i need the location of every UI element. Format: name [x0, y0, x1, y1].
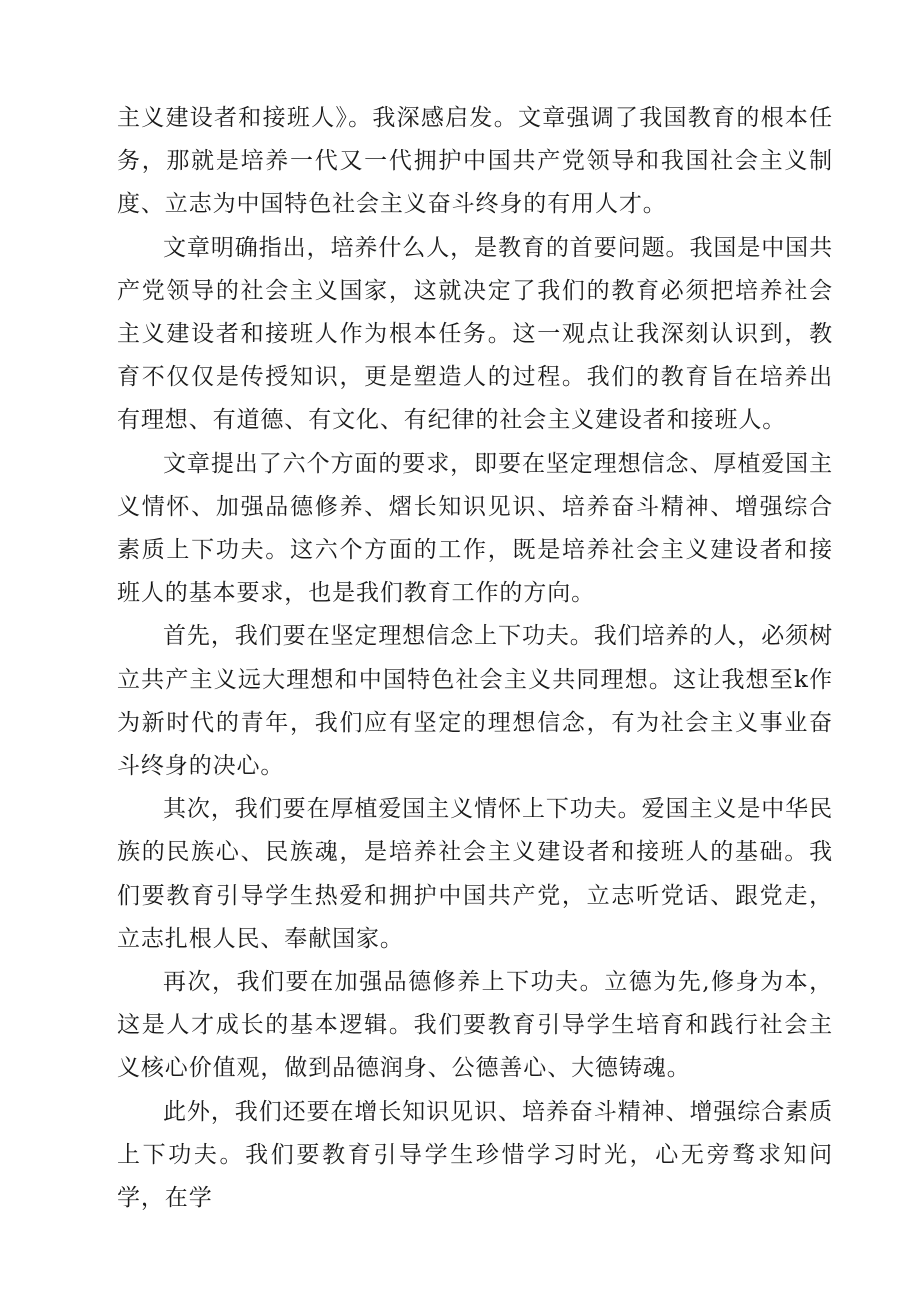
- article-body: [117, 97, 833, 1220]
- paragraph-1-continued: 主义建设者和接班人》。我深感启发。文章强调了我国教育的根本任务，那就是培养一代又一代拥护中国共产党领导和我国社会主义制度、立志为中国特色社会主义奋斗终身的有用人才。: [117, 105, 833, 218]
- paragraph-5: 其次，我们要在厚植爱国主义情怀上下功夫。爱国主义是中华民族的民族心、民族魂，是培养社会主义建设者和接班人的基础。我们要教育引导学生热爱和拥护中国共产党，立志听党话、跟党走，立志扎根人民、奉献国家。: [117, 796, 833, 952]
- paragraph-7: 此外，我们还要在增长知识见识、培养奋斗精神、增强综合素质上下功夫。我们要教育引导学生珍惜学习时光，心无旁骛求知问学，在学: [117, 1098, 833, 1212]
- paragraph-6: 再次，我们要在加强品德修养上下功夫。立德为先,修身为本，这是人才成长的基本逻辑。我们要教育引导学生培育和践行社会主义核心价值观，做到品德润身、公德善心、大德铸魂。: [117, 969, 833, 1082]
- paragraph-3: 文章提出了六个方面的要求，即要在坚定理想信念、厚植爱国主义情怀、加强品德修养、熠长知识见识、培养奋斗精神、增强综合素质上下功夫。这六个方面的工作，既是培养社会主义建设者和接班人的基本要求，也是我们教育工作的方向。: [117, 450, 833, 607]
- paragraph-2: 文章明确指出，培养什么人，是教育的首要问题。我国是中国共产党领导的社会主义国家，这就决定了我们的教育必须把培养社会主义建设者和接班人作为根本任务。这一观点让我深刻认识到，教育不仅仅是传授知识，更是塑造人的过程。我们的教育旨在培养出有理想、有道德、有文化、有纪律的社会主义建设者和接班人。: [117, 234, 833, 434]
- paragraph-4: 首先，我们要在坚定理想信念上下功夫。我们培养的人，必须树立共产主义远大理想和中国特色社会主义共同理想。这让我想至k作为新时代的青年，我们应有坚定的理想信念，有为社会主义事业奋斗终身的决心。: [117, 623, 833, 780]
